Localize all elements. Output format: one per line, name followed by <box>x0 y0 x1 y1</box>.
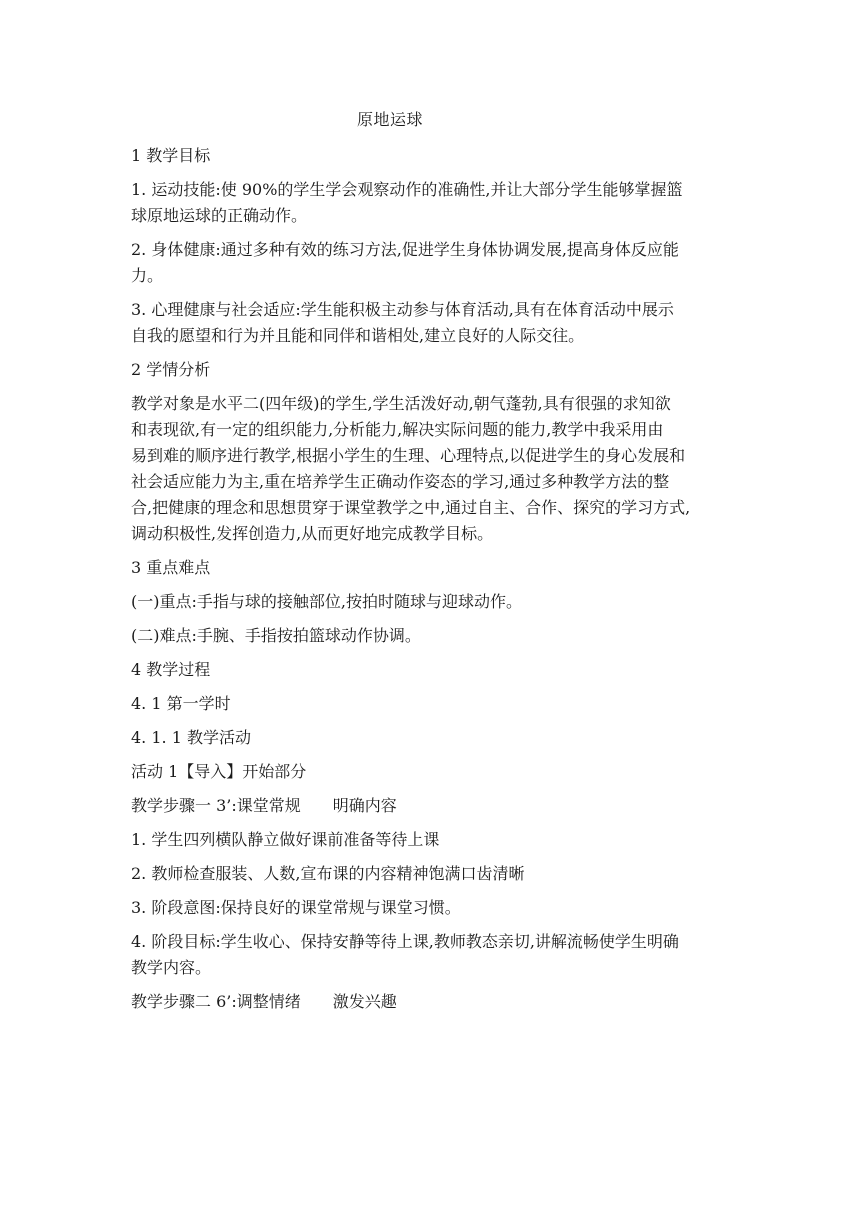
text-line: 4. 阶段目标:学生收心、保持安静等待上课,教师教态亲切,讲解流畅使学生明确 <box>131 932 679 951</box>
text-line: 2. 教师检查服装、人数,宣布课的内容精神饱满口齿清晰 <box>131 864 525 883</box>
paragraph-i3 <box>131 895 731 921</box>
paragraph-i2 <box>131 861 731 887</box>
paragraph-h2 <box>131 357 731 383</box>
paragraph-s1 <box>131 691 731 717</box>
paragraph-p1 <box>131 391 731 547</box>
text-line: 3 重点难点 <box>131 558 211 577</box>
paragraph-a1 <box>131 759 731 785</box>
text-line: 4 教学过程 <box>131 660 211 679</box>
text-line: 1. 运动技能:使 90%的学生学会观察动作的准确性,并让大部分学生能够掌握篮 <box>131 180 683 199</box>
text-line: 易到难的顺序进行教学,根据小学生的生理、心理特点,以促进学生的身心发展和 <box>131 446 686 465</box>
text-line: 力。 <box>131 266 164 285</box>
paragraph-st2 <box>131 989 731 1015</box>
paragraph-i4 <box>131 929 731 981</box>
paragraph-g2 <box>131 237 731 289</box>
text-line: 3. 阶段意图:保持良好的课堂常规与课堂习惯。 <box>131 898 461 917</box>
text-line: 合,把健康的理念和思想贯穿于课堂教学之中,通过自主、合作、探究的学习方式, <box>131 498 691 517</box>
text-line: 1 教学目标 <box>131 146 211 165</box>
paragraph-st1 <box>131 793 731 819</box>
text-line: 社会适应能力为主,重在培养学生正确动作姿态的学习,通过多种教学方法的整 <box>131 472 670 491</box>
text-line: (二)难点:手腕、手指按拍篮球动作协调。 <box>131 626 421 645</box>
paragraph-g3 <box>131 297 731 349</box>
paragraph-h4 <box>131 657 731 683</box>
paragraph-s2 <box>131 725 731 751</box>
text-line: 3. 心理健康与社会适应:学生能积极主动参与体育活动,具有在体育活动中展示 <box>131 300 674 319</box>
text-line: 球原地运球的正确动作。 <box>131 206 308 225</box>
text-line: 1. 学生四列横队静立做好课前准备等待上课 <box>131 830 440 849</box>
text-line: 4. 1 第一学时 <box>131 694 231 713</box>
text-line: 教学步骤一 3’:课堂常规 明确内容 <box>131 796 397 815</box>
text-line: 教学对象是水平二(四年级)的学生,学生活泼好动,朝气蓬勃,具有很强的求知欲 <box>131 394 671 413</box>
text-line: 2 学情分析 <box>131 360 211 379</box>
text-line: 教学步骤二 6’:调整情绪 激发兴趣 <box>131 992 397 1011</box>
text-line: (一)重点:手指与球的接触部位,按拍时随球与迎球动作。 <box>131 592 522 611</box>
document-body <box>131 143 731 1023</box>
paragraph-i1 <box>131 827 731 853</box>
paragraph-k2 <box>131 623 731 649</box>
text-line: 自我的愿望和行为并且能和同伴和谐相处,建立良好的人际交往。 <box>131 326 585 345</box>
paragraph-h3 <box>131 555 731 581</box>
paragraph-g1 <box>131 177 731 229</box>
text-line: 4. 1. 1 教学活动 <box>131 728 251 747</box>
document-title: 原地运球 <box>356 110 423 129</box>
paragraph-k1 <box>131 589 731 615</box>
paragraph-h1 <box>131 143 731 169</box>
text-line: 和表现欲,有一定的组织能力,分析能力,解决实际问题的能力,教学中我采用由 <box>131 420 664 439</box>
text-line: 2. 身体健康:通过多种有效的练习方法,促进学生身体协调发展,提高身体反应能 <box>131 240 679 259</box>
text-line: 调动积极性,发挥创造力,从而更好地完成教学目标。 <box>131 524 494 543</box>
text-line: 活动 1【导入】开始部分 <box>131 762 307 781</box>
text-line: 教学内容。 <box>131 958 212 977</box>
